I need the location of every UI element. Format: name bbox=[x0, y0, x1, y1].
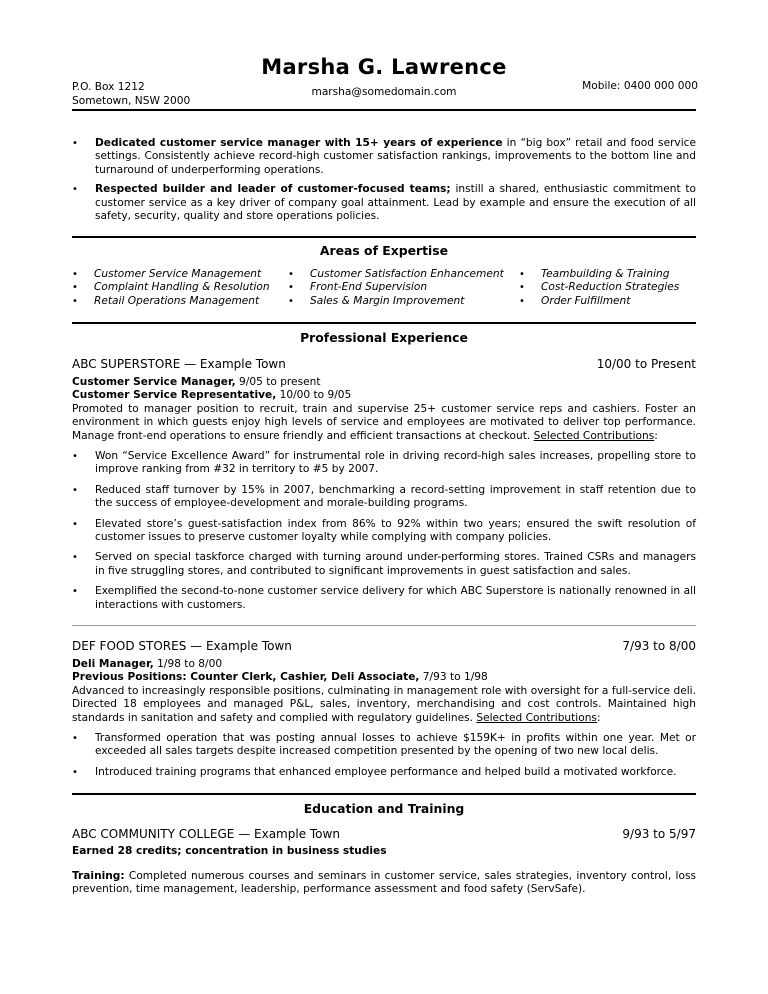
contribution-item: • Introduced training programs that enhanced employee performance and helped build a motivated workforce. bbox=[72, 765, 677, 778]
contributions-label: Selected Contributions bbox=[533, 429, 655, 442]
education-header bbox=[72, 827, 696, 842]
education-dates: 9/93 to 5/97 bbox=[622, 827, 696, 841]
expertise-heading: Areas of Expertise bbox=[319, 243, 449, 258]
bullet-icon: • bbox=[519, 295, 525, 307]
bullet-icon: • bbox=[519, 282, 525, 294]
education-details bbox=[72, 845, 696, 858]
expertise-item: • Front-End Supervision bbox=[288, 281, 428, 294]
expertise-top-divider bbox=[72, 236, 696, 238]
address-line-2: Sometown, NSW 2000 bbox=[72, 95, 191, 107]
bullet-icon: • bbox=[72, 282, 78, 294]
summary-highlight: Respected builder and leader of customer-focused teams; bbox=[95, 183, 451, 196]
education-heading: Education and Training bbox=[303, 801, 465, 816]
bullet-icon: • bbox=[288, 295, 294, 307]
bullet-icon: • bbox=[72, 184, 78, 196]
bullet-icon: • bbox=[72, 451, 78, 463]
mobile-number: Mobile: 0400 000 000 bbox=[582, 80, 698, 92]
address-line-1: P.O. Box 1212 bbox=[72, 81, 145, 93]
training-paragraph: Training: Completed numerous courses and seminars in customer service, sales strategies, inventory control, loss prevention, time management, leadership, performance assessment and food safety (ServSafe). bbox=[72, 870, 696, 896]
expertise-item: • Retail Operations Management bbox=[72, 294, 260, 307]
bullet-icon: • bbox=[72, 484, 78, 496]
expertise-grid bbox=[72, 268, 696, 308]
bullet-icon: • bbox=[72, 295, 78, 307]
bullet-icon: • bbox=[519, 269, 525, 280]
job-description: Promoted to manager position to recruit, train and supervise 25+ customer service reps and cashiers. Foster an environment in which guests enjoy high levels of service and employees are motivated to deliver top performance. Manage front-end operations to ensure friendly and efficient transactions at checkout. Selected Contributions: bbox=[72, 402, 696, 442]
candidate-name: Marsha G. Lawrence bbox=[261, 55, 507, 79]
summary-text: instill a shared, enthusiastic commitment to customer service as a key driver of company goal attainment. Lead by example and ensure the execution of all safety, security, quality and store operations policies. bbox=[95, 183, 697, 223]
employer-name: DEF FOOD STORES — Example Town bbox=[72, 639, 292, 653]
contribution-item: • Transformed operation that was posting annual losses to achieve $159K+ in profits within one year. Met or exceeded all sales targets despite increased competition presented by the opening of two new local delis. bbox=[72, 732, 696, 758]
credits-line: Earned 28 credits; concentration in business studies bbox=[72, 845, 387, 857]
job-divider bbox=[72, 625, 696, 626]
training-details bbox=[72, 870, 696, 897]
employment-dates: 10/00 to Present bbox=[596, 357, 696, 371]
bullet-icon: • bbox=[288, 269, 294, 280]
role-line: Customer Service Manager, 9/05 to present bbox=[72, 376, 321, 388]
contributions-list bbox=[72, 732, 696, 779]
contribution-item: • Elevated store’s guest-satisfaction index from 86% to 92% within two years; ensured the swift resolution of customer issues to preserve customer loyalty while complying with company policies. bbox=[72, 517, 696, 544]
expertise-item: • Teambuilding & Training bbox=[519, 268, 670, 280]
job-details bbox=[72, 376, 696, 619]
bullet-icon: • bbox=[72, 269, 78, 280]
job-description: Advanced to increasingly responsible positions, culminating in management role with oversight for a full-service deli. Directed 18 employees and managed P&L, sales, inventory, merchandising and cost controls. Maintained high standards in sanitation and safety and complied with regulatory guidelines. Selected Contributions: bbox=[72, 684, 696, 724]
contributions-list bbox=[72, 450, 696, 612]
bullet-icon: • bbox=[72, 138, 78, 149]
expertise-item: • Complaint Handling & Resolution bbox=[72, 281, 270, 294]
expertise-item: • Customer Satisfaction Enhancement bbox=[288, 268, 504, 280]
expertise-item: • Customer Service Management bbox=[72, 268, 262, 280]
contribution-item: • Reduced staff turnover by 15% in 2007, benchmarking a record-setting improvement in staff retention due to the success of employee-development and morale-building programs. bbox=[72, 483, 696, 510]
bullet-icon: • bbox=[288, 282, 294, 294]
expertise-item: • Sales & Margin Improvement bbox=[288, 294, 465, 307]
role-line: Deli Manager, 1/98 to 8/00 bbox=[72, 658, 223, 670]
summary-item bbox=[72, 137, 696, 177]
summary-text: in “big box” retail and food service settings. Consistently achieve record-high customer satisfaction rankings, improvements to the bottom line and turnaround of underperforming operations. bbox=[95, 137, 696, 176]
expertise-column bbox=[288, 268, 519, 308]
experience-heading: Professional Experience bbox=[300, 330, 468, 345]
contribution-item: • Exemplified the second-to-none customer service delivery for which ABC Superstore is nationally renowned in all interactions with customers. bbox=[72, 585, 696, 611]
school-name: ABC COMMUNITY COLLEGE — Example Town bbox=[72, 827, 340, 841]
experience-top-divider bbox=[72, 322, 696, 324]
bullet-icon: • bbox=[72, 586, 78, 598]
education-top-divider bbox=[72, 793, 696, 795]
summary-list bbox=[72, 137, 696, 223]
training-label: Training: bbox=[72, 870, 125, 882]
header-divider bbox=[72, 109, 696, 111]
email-address: marsha@somedomain.com bbox=[311, 86, 457, 98]
contributions-label: Selected Contributions bbox=[476, 711, 597, 724]
summary-highlight: Dedicated customer service manager with 15+ years of experience bbox=[95, 137, 503, 149]
contribution-item: • Served on special taskforce charged with turning around under-performing stores. Trained CSRs and managers in five struggling stores, and contributed to significant improvements in guest satisfaction and sales. bbox=[72, 551, 696, 577]
summary-item bbox=[72, 183, 696, 223]
expertise-item: • Order Fulfillment bbox=[519, 294, 631, 307]
job-details bbox=[72, 658, 696, 786]
bullet-icon: • bbox=[72, 552, 78, 564]
expertise-column bbox=[519, 268, 696, 308]
employment-dates: 7/93 to 8/00 bbox=[622, 639, 696, 653]
bullet-icon: • bbox=[72, 766, 78, 778]
expertise-item: • Cost-Reduction Strategies bbox=[519, 281, 680, 294]
employer-name: ABC SUPERSTORE — Example Town bbox=[72, 357, 286, 371]
job-header bbox=[72, 357, 696, 372]
job-header bbox=[72, 639, 696, 654]
role-line: Previous Positions: Counter Clerk, Cashier, Deli Associate, 7/93 to 1/98 bbox=[72, 671, 488, 684]
contribution-item: • Won “Service Excellence Award” for instrumental role in driving record-high sales increases, propelling store to improve ranking from #32 in territory to #5 by 2007. bbox=[72, 450, 696, 476]
expertise-column bbox=[72, 268, 288, 308]
role-line: Customer Service Representative, 10/00 to 9/05 bbox=[72, 389, 352, 402]
bullet-icon: • bbox=[72, 518, 78, 530]
bullet-icon: • bbox=[72, 733, 78, 745]
